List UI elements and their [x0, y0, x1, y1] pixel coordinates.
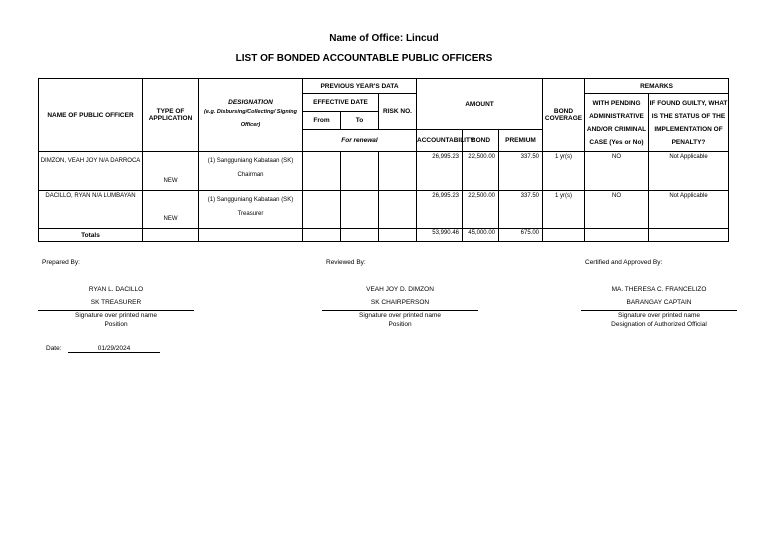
- prepared-position-caption: Position: [104, 321, 128, 328]
- designation: (1) Sangguniang Kabataan (SK) Chairman: [199, 152, 303, 191]
- col-type-header: TYPE OF APPLICATION: [143, 79, 199, 152]
- total-accountability: 53,990.46: [417, 229, 463, 242]
- penalty-status: Not Applicable: [649, 152, 729, 191]
- col-to-header: To: [341, 112, 379, 130]
- col-prev-year-header: PREVIOUS YEAR'S DATA: [303, 79, 417, 94]
- premium: 337.50: [499, 191, 543, 229]
- coverage: 1 yr(s): [543, 191, 585, 229]
- col-renewal-header: For renewal: [303, 130, 417, 152]
- prepared-name: RYAN L. DACILLO: [88, 286, 144, 293]
- reviewed-position-caption: Position: [388, 321, 412, 328]
- office-name: Name of Office: Lincud: [329, 33, 439, 44]
- pending-case: NO: [585, 152, 649, 191]
- bond: 22,500.00: [463, 191, 499, 229]
- risk-no: [379, 152, 417, 191]
- prepared-sig-caption: Signature over printed name: [74, 312, 158, 319]
- prepared-signature-line: [38, 310, 194, 311]
- date-label: Date:: [46, 345, 62, 352]
- certified-name: MA. THERESA C. FRANCELIZO: [611, 286, 707, 293]
- col-pending-header: WITH PENDING ADMINISTRATIVE AND/OR CRIMINAL CASE (Yes or No): [585, 94, 649, 152]
- premium: 337.50: [499, 152, 543, 191]
- col-remarks-header: REMARKS: [585, 79, 729, 94]
- totals-row: [39, 229, 729, 242]
- from-date: [303, 191, 341, 229]
- col-risk-header: RISK NO.: [379, 94, 417, 130]
- pending-case: NO: [585, 191, 649, 229]
- col-effective-header: EFFECTIVE DATE: [303, 94, 379, 112]
- table-row: [39, 152, 729, 191]
- certified-sig-caption: Signature over printed name: [617, 312, 701, 319]
- to-date: [341, 152, 379, 191]
- accountability: 26,995.23: [417, 152, 463, 191]
- table-row: [39, 191, 729, 229]
- certified-by-label: Certified and Approved By:: [585, 259, 663, 266]
- officer-name: DACILLO, RYAN N/A LUMBAYAN: [39, 191, 143, 229]
- bonded-officers-table: [38, 78, 729, 242]
- document-title: LIST OF BONDED ACCOUNTABLE PUBLIC OFFICERS: [235, 53, 493, 64]
- reviewed-position: SK CHAIRPERSON: [370, 299, 430, 306]
- col-amount-header: AMOUNT: [417, 79, 543, 130]
- penalty-status: Not Applicable: [649, 191, 729, 229]
- totals-label: Totals: [39, 229, 143, 242]
- prepared-by-label: Prepared By:: [42, 259, 80, 266]
- col-from-header: From: [303, 112, 341, 130]
- total-premium: 675.00: [499, 229, 543, 242]
- bond: 22,500.00: [463, 152, 499, 191]
- risk-no: [379, 191, 417, 229]
- reviewed-name: VEAH JOY D. DIMZON: [366, 286, 434, 293]
- accountability: 26,995.23: [417, 191, 463, 229]
- col-designation-header: DESIGNATION (e.g. Disbursing/Collecting/ Signing Officer): [199, 79, 303, 152]
- certified-signature-line: [581, 310, 737, 311]
- date-value: 01/29/2024: [97, 345, 131, 352]
- col-guilty-header: IF FOUND GUILTY, WHAT IS THE STATUS OF THE IMPLEMENTATION OF PENALTY?: [649, 94, 729, 152]
- coverage: 1 yr(s): [543, 152, 585, 191]
- officer-name: DIMZON, VEAH JOY N/A DARROCA: [39, 152, 143, 191]
- from-date: [303, 152, 341, 191]
- col-premium-header: PREMIUM: [499, 130, 543, 152]
- certified-designation-caption: Designation of Authorized Official: [611, 321, 707, 328]
- certified-position: BARANGAY CAPTAIN: [626, 299, 692, 306]
- to-date: [341, 191, 379, 229]
- reviewed-signature-line: [322, 310, 478, 311]
- designation: (1) Sangguniang Kabataan (SK) Treasurer: [199, 191, 303, 229]
- col-coverage-header: BOND COVERAGE: [543, 79, 585, 152]
- reviewed-by-label: Reviewed By:: [326, 259, 366, 266]
- date-line: [68, 352, 160, 353]
- application-type: NEW: [143, 191, 199, 229]
- prepared-position: SK TREASURER: [90, 299, 142, 306]
- total-bond: 45,000.00: [463, 229, 499, 242]
- col-accountability-header: ACCOUNTABILITY: [417, 130, 463, 152]
- col-bond-header: BOND: [463, 130, 499, 152]
- reviewed-sig-caption: Signature over printed name: [358, 312, 442, 319]
- col-name-header: NAME OF PUBLIC OFFICER: [39, 79, 143, 152]
- application-type: NEW: [143, 152, 199, 191]
